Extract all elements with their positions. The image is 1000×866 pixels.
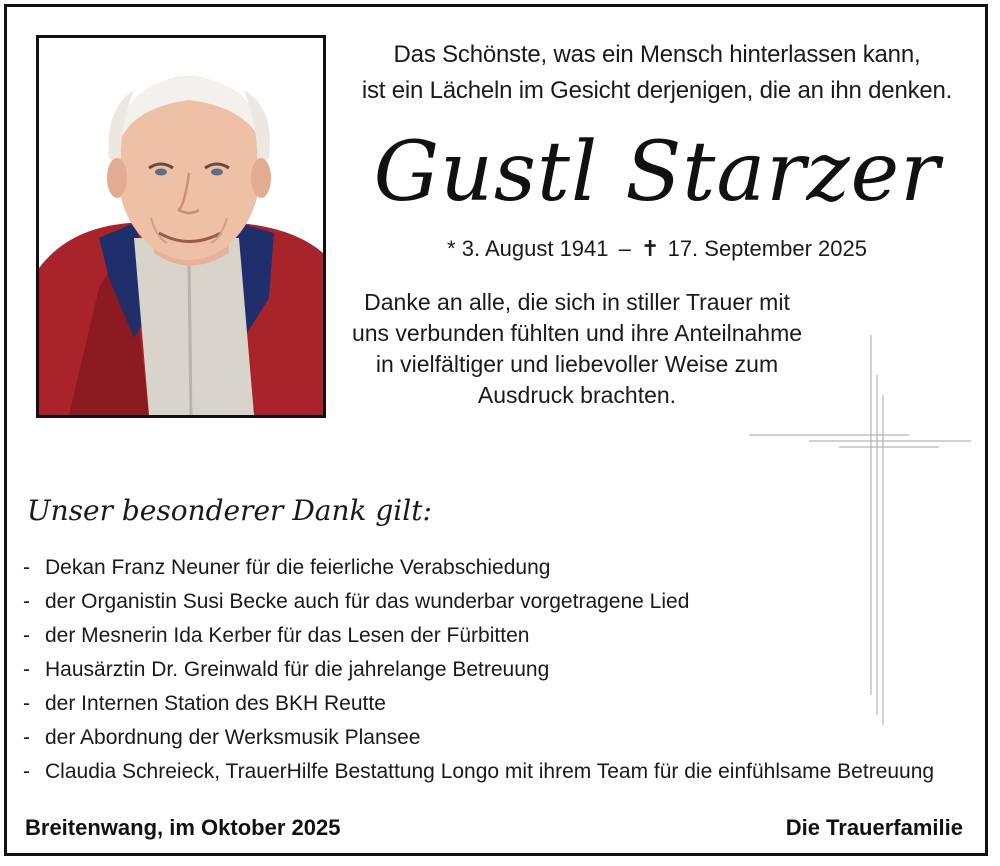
- list-item: [23, 687, 963, 721]
- quote: [337, 37, 977, 109]
- life-dates: [337, 233, 977, 265]
- list-item-text: Dekan Franz Neuner für die feierliche Verabschiedung: [45, 556, 551, 579]
- list-bullet: -: [23, 760, 30, 783]
- list-item-text: der Abordnung der Werksmusik Plansee: [45, 726, 421, 749]
- list-bullet: -: [23, 692, 30, 715]
- list-item: [23, 721, 963, 755]
- list-bullet: -: [23, 726, 30, 749]
- special-thanks-heading: Unser besonderer Dank gilt:: [27, 494, 432, 527]
- list-item: [23, 653, 963, 687]
- thanks-line-2: uns verbunden fühlten und ihre Anteilnahme: [351, 320, 803, 346]
- list-bullet: -: [23, 556, 30, 579]
- list-item-text: Claudia Schreieck, TrauerHilfe Bestattung Longo mit ihrem Team für die einfühlsame Betreuung: [45, 760, 935, 783]
- list-item-text: Hausärztin Dr. Greinwald für die jahrelange Betreuung: [45, 658, 550, 681]
- list-item: [23, 585, 963, 619]
- birth-symbol: *: [447, 236, 456, 261]
- thanks-line-4: Ausdruck brachten.: [477, 382, 677, 408]
- death-cross-icon: ✝: [641, 236, 660, 261]
- quote-line-1: Das Schönste, was ein Mensch hinterlassen kann,: [393, 41, 921, 68]
- deceased-name: Gustl Starzer: [373, 125, 941, 220]
- portrait-illustration: [39, 38, 323, 415]
- portrait-photo: [36, 35, 326, 418]
- list-item-text: der Internen Station des BKH Reutte: [45, 692, 386, 715]
- list-item-text: der Organistin Susi Becke auch für das wunderbar vorgetragene Lied: [45, 590, 690, 613]
- quote-line-2: ist ein Lächeln im Gesicht derjenigen, die an ihn denken.: [361, 77, 953, 104]
- date-separator: –: [618, 236, 631, 261]
- list-item: [23, 551, 963, 585]
- thanks-line-1: Danke an alle, die sich in stiller Trauer mit: [364, 289, 790, 315]
- birth-date: 3. August 1941: [461, 236, 609, 261]
- list-bullet: -: [23, 624, 30, 647]
- obituary-frame: [4, 4, 988, 856]
- special-thanks-list: [23, 551, 963, 789]
- list-item: [23, 755, 963, 789]
- place-date: Breitenwang, im Oktober 2025: [25, 815, 341, 840]
- thanks-line-3: in vielfältiger und liebevoller Weise zum: [375, 351, 779, 377]
- list-bullet: -: [23, 590, 30, 613]
- death-date: 17. September 2025: [667, 236, 867, 261]
- list-bullet: -: [23, 658, 30, 681]
- list-item: [23, 619, 963, 653]
- list-item-text: der Mesnerin Ida Kerber für das Lesen der Fürbitten: [45, 624, 530, 647]
- signature: Die Trauerfamilie: [785, 815, 963, 840]
